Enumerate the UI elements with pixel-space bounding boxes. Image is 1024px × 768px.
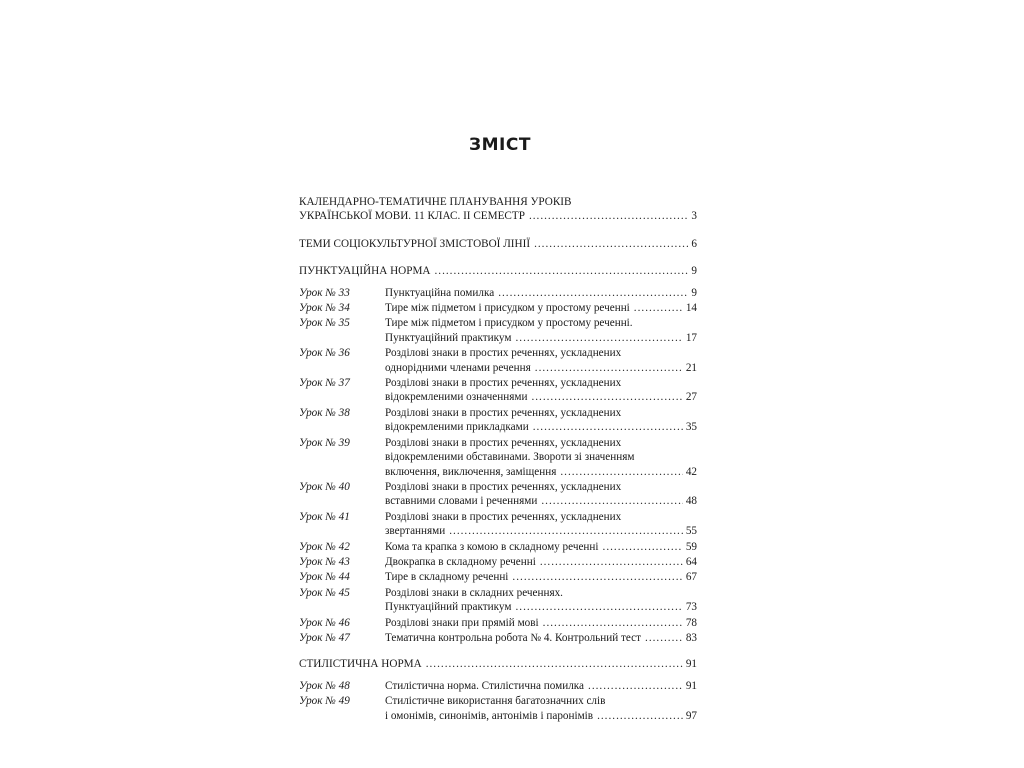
toc-section-stylistic[interactable] [299, 657, 697, 671]
page-number: 91 [685, 658, 697, 671]
leader-dots [515, 331, 682, 345]
page-number: 6 [691, 237, 697, 250]
lesson-title-line: Розділові знаки в простих реченнях, ускладнених [385, 480, 622, 493]
leader-dots [533, 420, 683, 434]
toc-section-punctuation[interactable] [299, 264, 697, 278]
lesson-title-line: Пунктуаційний практикум [385, 601, 512, 614]
lesson-title-line: Тире між підметом і присудком у простому реченні. [385, 317, 633, 330]
lesson-title-line: відокремленими прикладками [385, 421, 529, 434]
leader-dots [588, 679, 683, 693]
leader-dots [603, 540, 683, 554]
leader-dots [434, 264, 688, 278]
lesson-title-line: Розділові знаки в простих реченнях, ускладнених [385, 377, 622, 390]
lesson-title-line: Розділові знаки в простих реченнях, ускладнених [385, 347, 622, 360]
leader-dots [529, 209, 688, 223]
toc-section-line: СТИЛІСТИЧНА НОРМА [299, 658, 422, 671]
page-number: 48 [685, 495, 697, 508]
lesson-number: Урок № 42 [299, 540, 350, 553]
leader-dots [534, 237, 688, 251]
lesson-number: Урок № 45 [299, 586, 350, 599]
lesson-number: Урок № 41 [299, 510, 350, 523]
leader-dots [597, 709, 683, 723]
toc-lesson-40[interactable] [299, 480, 697, 509]
page-number: 73 [685, 601, 697, 614]
lesson-title-line: Кома та крапка з комою в складному реченні [385, 540, 599, 553]
lesson-title-line: Розділові знаки при прямій мові [385, 616, 539, 629]
lesson-title-line: Пунктуаційна помилка [385, 286, 495, 299]
leader-dots [645, 631, 683, 645]
lesson-title-line: звертаннями [385, 525, 446, 538]
page-number: 9 [691, 286, 697, 299]
toc-section-line: ПУНКТУАЦІЙНА НОРМА [299, 265, 431, 278]
leader-dots [512, 570, 682, 584]
lesson-title-line: включення, виключення, заміщення [385, 465, 557, 478]
lesson-title-line: вставними словами і реченнями [385, 495, 538, 508]
toc-lesson-34[interactable] [299, 301, 697, 315]
lesson-title-line: Тире в складному реченні [385, 571, 509, 584]
toc-lesson-38[interactable] [299, 406, 697, 435]
lesson-title-line: Пунктуаційний практикум [385, 331, 512, 344]
toc-section-line: УКРАЇНСЬКОЇ МОВИ. 11 КЛАС. ІІ СЕМЕСТР [299, 210, 525, 223]
lesson-number: Урок № 39 [299, 436, 350, 449]
toc-section-sociocultural[interactable] [299, 237, 697, 251]
leader-dots [543, 616, 683, 630]
page-number: 55 [685, 525, 697, 538]
lesson-title-line: Розділові знаки в простих реченнях, ускладнених [385, 436, 622, 449]
leader-dots [560, 465, 682, 479]
leader-dots [535, 361, 683, 375]
toc-lesson-42[interactable] [299, 540, 697, 554]
toc-lesson-41[interactable] [299, 510, 697, 539]
lesson-title-line: Розділові знаки в простих реченнях, ускладнених [385, 406, 622, 419]
lesson-number: Урок № 44 [299, 571, 350, 584]
toc-lesson-36[interactable] [299, 346, 697, 375]
toc-lesson-46[interactable] [299, 616, 697, 630]
leader-dots [498, 286, 688, 300]
toc-section-planning[interactable] [299, 195, 697, 224]
toc-lesson-48[interactable] [299, 679, 697, 693]
lesson-title-line: і омонімів, синонімів, антонімів і паронімів [385, 709, 594, 722]
toc-lesson-49[interactable] [299, 694, 697, 723]
page-number: 67 [685, 571, 697, 584]
leader-dots [426, 657, 683, 671]
lesson-number: Урок № 43 [299, 555, 350, 568]
toc-lesson-43[interactable] [299, 555, 697, 569]
leader-dots [531, 390, 682, 404]
lesson-number: Урок № 46 [299, 616, 350, 629]
toc-lesson-35[interactable] [299, 316, 697, 345]
toc-lesson-47[interactable] [299, 631, 697, 645]
leader-dots [449, 524, 683, 538]
lesson-title-line: Тире між підметом і присудком у простому реченні [385, 302, 630, 315]
lesson-title-line: Двокрапка в складному реченні [385, 555, 536, 568]
lesson-title-line: Розділові знаки в складних реченнях. [385, 586, 563, 599]
lesson-number: Урок № 33 [299, 286, 350, 299]
page-number: 3 [691, 210, 697, 223]
table-of-contents [299, 195, 697, 724]
toc-lesson-45[interactable] [299, 586, 697, 615]
lesson-number: Урок № 48 [299, 679, 350, 692]
page-number: 27 [685, 391, 697, 404]
page-number: 17 [685, 331, 697, 344]
lesson-number: Урок № 40 [299, 480, 350, 493]
lesson-title-line: Тематична контрольна робота № 4. Контрольний тест [385, 631, 642, 644]
toc-lesson-37[interactable] [299, 376, 697, 405]
toc-section-line: КАЛЕНДАРНО-ТЕМАТИЧНЕ ПЛАНУВАННЯ УРОКІВ [299, 196, 572, 208]
page-title: ЗМІСТ [469, 135, 531, 155]
page-number: 42 [685, 465, 697, 478]
toc-lesson-39[interactable] [299, 436, 697, 479]
page-number: 91 [685, 679, 697, 692]
lesson-title-line: відокремленими обставинами. Звороти зі значенням [385, 451, 635, 464]
lesson-number: Урок № 47 [299, 631, 350, 644]
page-number: 64 [685, 555, 697, 568]
leader-dots [515, 600, 682, 614]
lesson-title-line: Розділові знаки в простих реченнях, ускладнених [385, 510, 622, 523]
page-number: 97 [685, 709, 697, 722]
lesson-number: Урок № 36 [299, 347, 350, 360]
leader-dots [540, 555, 683, 569]
lesson-title-line: однорідними членами речення [385, 361, 531, 374]
toc-section-line: ТЕМИ СОЦІОКУЛЬТУРНОЇ ЗМІСТОВОЇ ЛІНІЇ [299, 237, 531, 250]
lesson-title-line: Стилістична норма. Стилістична помилка [385, 679, 585, 692]
toc-lesson-33[interactable] [299, 286, 697, 300]
leader-dots [634, 301, 683, 315]
toc-lesson-44[interactable] [299, 570, 697, 584]
page-number: 21 [685, 361, 697, 374]
lesson-number: Урок № 38 [299, 406, 350, 419]
leader-dots [541, 494, 682, 508]
page-number: 83 [685, 631, 697, 644]
lesson-title-line: відокремленими означеннями [385, 391, 528, 404]
lesson-number: Урок № 37 [299, 377, 350, 390]
page-number: 78 [685, 616, 697, 629]
page-number: 35 [685, 421, 697, 434]
page-number: 9 [691, 265, 697, 278]
page-number: 14 [685, 302, 697, 315]
lesson-number: Урок № 35 [299, 317, 350, 330]
lesson-number: Урок № 49 [299, 695, 350, 708]
lesson-number: Урок № 34 [299, 302, 350, 315]
page-number: 59 [685, 540, 697, 553]
lesson-title-line: Стилістичне використання багатозначних слів [385, 695, 606, 708]
